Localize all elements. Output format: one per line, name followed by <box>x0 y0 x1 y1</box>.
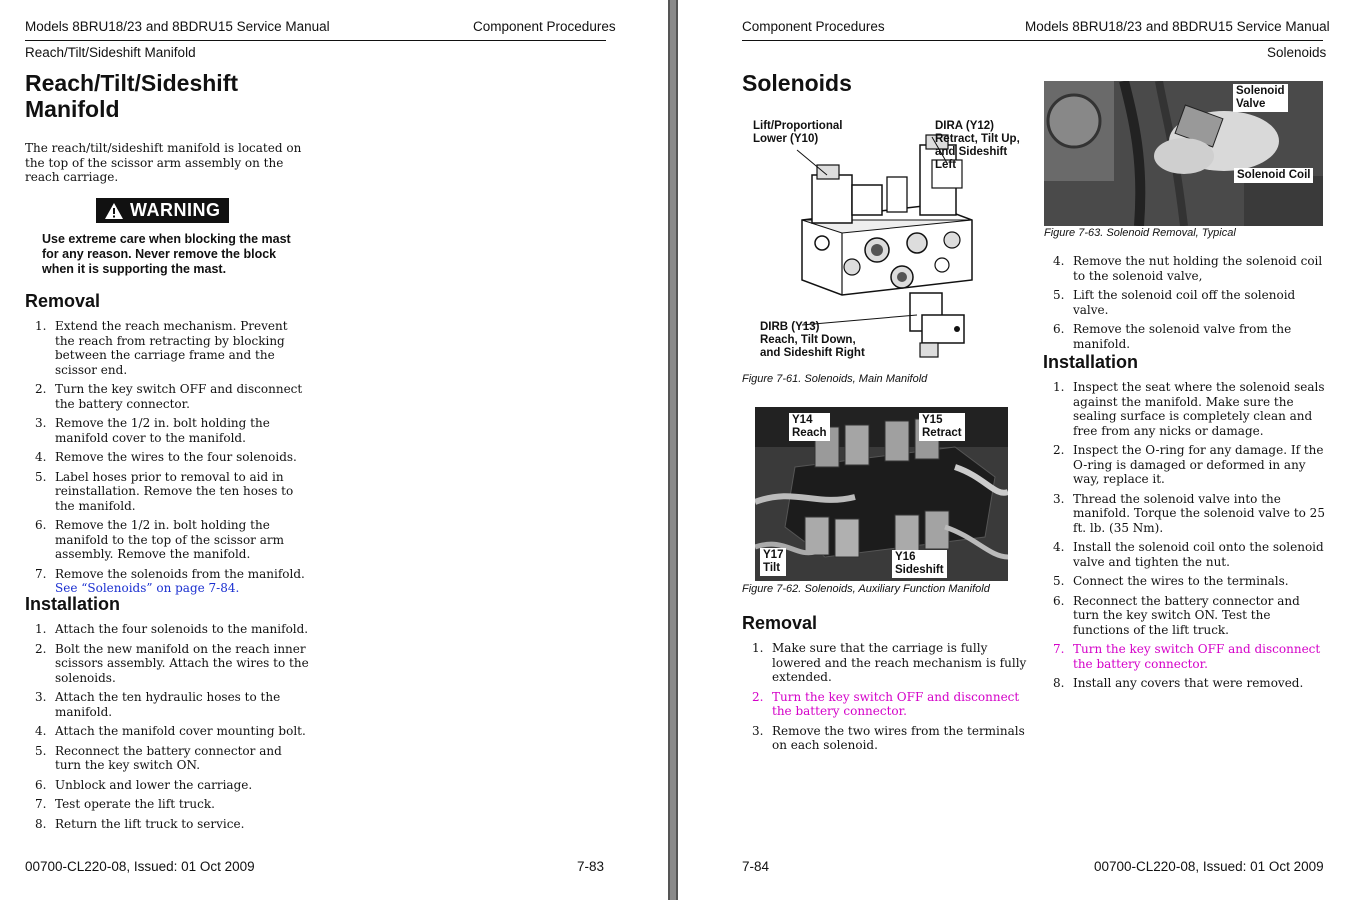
installation-heading: Installation <box>25 594 121 614</box>
list-item: 6. Remove the 1/2 in. bolt holding the manifold to the top of the scissor arm assembly. Remove the manifold. <box>35 518 284 561</box>
section-subheader: Reach/Tilt/Sideshift Manifold <box>25 45 196 60</box>
list-item: 5. Label hoses prior to removal to aid in reinstallation. Remove the ten hoses to the manifold. <box>35 469 294 513</box>
running-header-left: Component Procedures <box>742 19 885 34</box>
header-rule <box>25 40 606 41</box>
header-rule <box>742 40 1323 41</box>
list-item: 1. Inspect the seat where the solenoid seals against the manifold. Make sure the sealing surface is completely clean and free from any nicks or damage. <box>1053 380 1325 438</box>
page-title: Solenoids <box>742 70 852 96</box>
removal-steps-continued <box>1043 254 1328 356</box>
list-item: 4. Remove the wires to the four solenoids. <box>35 450 297 464</box>
list-item: 2. Inspect the O-ring for any damage. If the O-ring is damaged or deformed in any way, replace it. <box>1053 443 1324 486</box>
label-y15: Y15 Retract <box>919 413 965 441</box>
list-item: 1. Attach the four solenoids to the manifold. <box>35 622 309 636</box>
running-header-left: Models 8BRU18/23 and 8BDRU15 Service Manual <box>25 19 330 34</box>
label-solenoid-valve: Solenoid Valve <box>1233 84 1288 112</box>
figure-62-caption: Figure 7-62. Solenoids, Auxiliary Function Manifold <box>742 583 990 595</box>
list-item: 2. Bolt the new manifold on the reach inner scissors assembly. Attach the wires to the solenoids. <box>35 641 309 685</box>
list-item: 3. Remove the 1/2 in. bolt holding the manifold cover to the manifold. <box>35 416 270 445</box>
footer-doc-id: 00700-CL220-08, Issued: 01 Oct 2009 <box>1094 859 1324 874</box>
list-item: 1. Make sure that the carriage is fully lowered and the reach mechanism is fully extended. <box>752 641 1027 684</box>
list-item: 7. Test operate the lift truck. <box>35 797 215 811</box>
list-item: 6. Remove the solenoid valve from the manifold. <box>1053 322 1292 351</box>
list-item: 7. Remove the solenoids from the manifold. See “Solenoids” on page 7-84. <box>35 566 305 595</box>
list-item: 6. Unblock and lower the carriage. <box>35 777 253 792</box>
list-item: 3. Attach the ten hydraulic hoses to the manifold. <box>35 690 281 719</box>
list-item: 4. Remove the nut holding the solenoid coil to the solenoid valve, <box>1053 254 1323 283</box>
page-title-line-2: Manifold <box>25 96 120 122</box>
running-header-right: Models 8BRU18/23 and 8BDRU15 Service Manual <box>1025 19 1330 34</box>
page-gutter <box>668 0 678 900</box>
footer-doc-id: 00700-CL220-08, Issued: 01 Oct 2009 <box>25 859 255 874</box>
page-title <box>25 70 238 122</box>
figure-solenoid-removal-photo <box>1044 81 1323 226</box>
removal-heading: Removal <box>742 613 818 633</box>
label-y16: Y16 Sideshift <box>892 550 947 578</box>
footer-page-number: 7-84 <box>742 859 770 874</box>
running-header-right: Component Procedures <box>473 19 616 34</box>
figure-61-caption: Figure 7-61. Solenoids, Main Manifold <box>742 373 928 385</box>
section-subheader: Solenoids <box>1267 45 1327 60</box>
installation-steps <box>25 622 310 836</box>
installation-steps <box>1043 380 1328 696</box>
list-item: 6. Reconnect the battery connector and turn the key switch ON. Test the functions of the lift truck. <box>1053 593 1300 637</box>
list-item: 3. Thread the solenoid valve into the manifold. Torque the solenoid valve to 25 ft. lb. (35 Nm). <box>1053 491 1325 535</box>
intro-paragraph: The reach/tilt/sideshift manifold is located on the top of the scissor arm assembly on the reach carriage. <box>25 141 302 184</box>
list-item: 3. Remove the two wires from the terminals on each solenoid. <box>752 723 1025 752</box>
warning-label: WARNING <box>130 200 221 220</box>
removal-heading: Removal <box>25 291 101 311</box>
list-item: 4. Install the solenoid coil onto the solenoid valve and tighten the nut. <box>1053 540 1324 569</box>
warning-badge <box>96 198 229 224</box>
figure-main-manifold <box>742 115 1042 375</box>
warning-triangle-icon <box>104 202 124 220</box>
label-solenoid-coil: Solenoid Coil <box>1234 168 1313 183</box>
list-item-highlighted: 2. Turn the key switch OFF and disconnect the battery connector. <box>752 689 1020 718</box>
figure-auxiliary-manifold-photo <box>755 407 1008 581</box>
list-item: 5. Lift the solenoid coil off the solenoid valve. <box>1053 288 1296 317</box>
list-item: 8. Return the lift truck to service. <box>35 816 245 831</box>
list-item-highlighted: 7. Turn the key switch OFF and disconnect the battery connector. <box>1053 642 1321 671</box>
list-item: 5. Connect the wires to the terminals. <box>1053 574 1289 588</box>
label-dira: DIRA (Y12) Retract, Tilt Up, and Sideshift Left <box>935 120 1020 171</box>
left-page <box>0 0 668 900</box>
list-item: 2. Turn the key switch OFF and disconnect the battery connector. <box>35 382 303 411</box>
removal-steps <box>742 641 1027 758</box>
warning-text: Use extreme care when blocking the mast for any reason. Never remove the block when it is supporting the mast. <box>42 232 291 276</box>
label-y14: Y14 Reach <box>789 413 830 441</box>
installation-heading: Installation <box>1043 352 1139 372</box>
removal-steps <box>25 319 310 601</box>
list-item: 4. Attach the manifold cover mounting bolt. <box>35 724 306 738</box>
label-dirb: DIRB (Y13) Reach, Tilt Down, and Sideshift Right <box>760 321 865 359</box>
figure-63-caption: Figure 7-63. Solenoid Removal, Typical <box>1044 227 1236 239</box>
page-title-line-1: Reach/Tilt/Sideshift <box>25 70 239 96</box>
label-y17: Y17 Tilt <box>760 548 786 576</box>
label-lift-proportional: Lift/Proportional Lower (Y10) <box>753 120 843 145</box>
footer-page-number: 7-83 <box>577 859 605 874</box>
list-item: 1. Extend the reach mechanism. Prevent the reach from retracting by blocking between the carriage frame and the scissor end. <box>35 319 288 377</box>
list-item: 8. Install any covers that were removed. <box>1053 676 1304 690</box>
cross-reference-link[interactable]: See “Solenoids” on page 7-84. <box>55 581 240 595</box>
list-item: 5. Reconnect the battery connector and turn the key switch ON. <box>35 743 282 772</box>
right-page <box>678 0 1349 900</box>
